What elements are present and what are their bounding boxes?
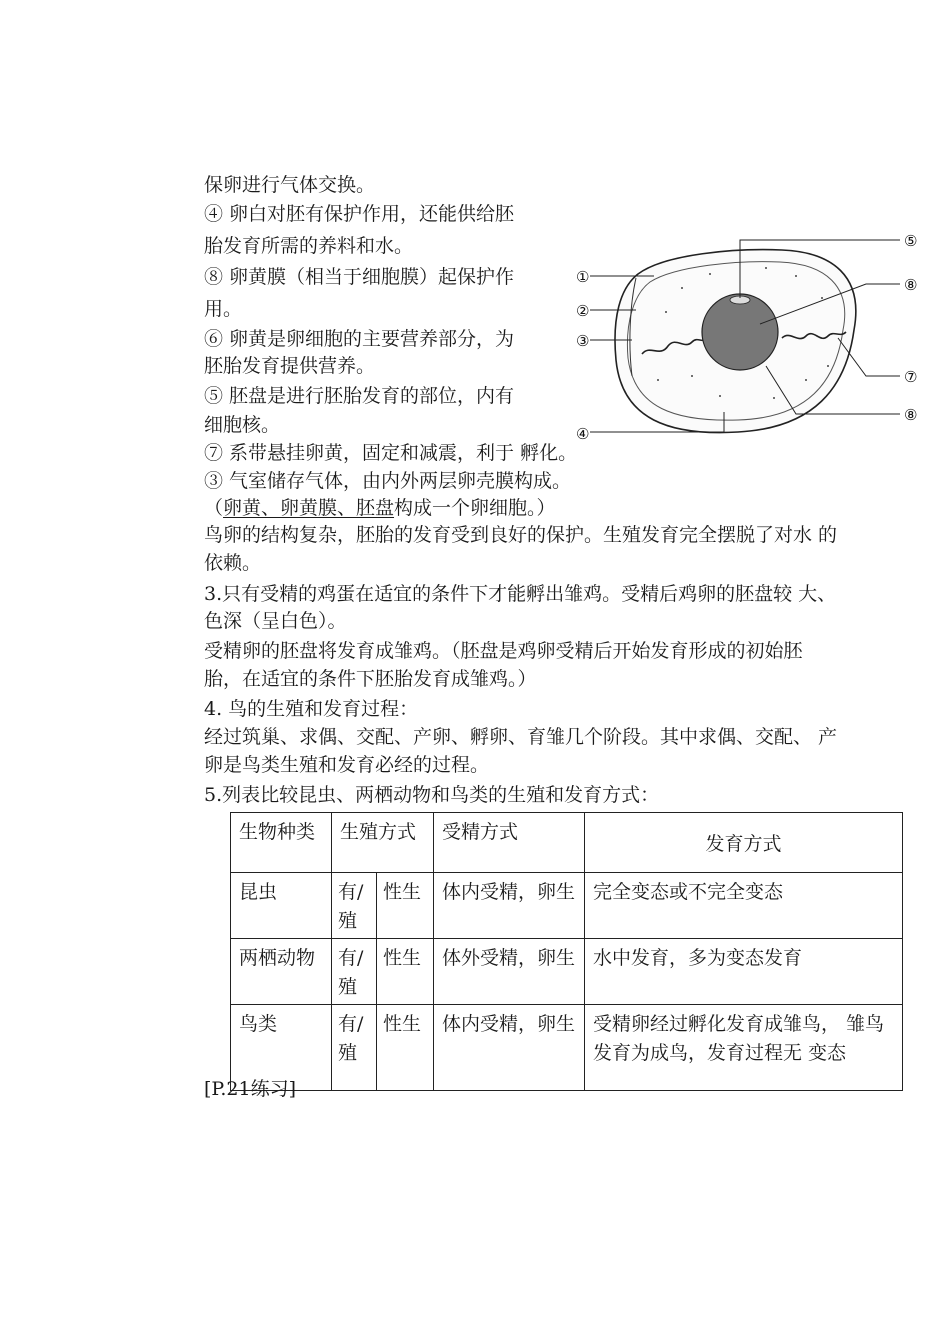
text-line: 用。 [204, 298, 243, 320]
paragraph-line: 经过筑巢、求偶、交配、产卵、孵卵、育雏几个阶段。其中求偶、交配、 产 [204, 726, 838, 748]
label-1: ① [576, 268, 590, 286]
text-line: ⑦ 系带悬挂卵黄，固定和减震，利于 孵化。 [204, 442, 578, 464]
comparison-table [230, 812, 903, 1091]
cell-mode-b: 性生 [377, 939, 434, 1005]
header-organism: 生物种类 [231, 813, 332, 873]
cell-development: 受精卵经过孵化发育成雏鸟， 雏鸟发育为成鸟，发育过程无 变态 [585, 1005, 903, 1091]
table-row [231, 939, 903, 1005]
label-4: ④ [576, 425, 590, 440]
paragraph-line: 依赖。 [204, 552, 262, 574]
header-fertilization: 受精方式 [434, 813, 585, 873]
note-underlined: 卵黄、卵黄膜、胚盘 [223, 497, 395, 519]
text-line: 保卵进行气体交换。 [204, 174, 376, 196]
cell-development: 水中发育，多为变态发育 [585, 939, 903, 1005]
paragraph-line: 卵是鸟类生殖和发育必经的过程。 [204, 754, 490, 776]
label-2: ② [576, 302, 590, 320]
table-header-row [231, 813, 903, 873]
paragraph-line: 5.列表比较昆虫、两栖动物和鸟类的生殖和发育方式： [204, 784, 660, 806]
label-8: ⑧ [904, 406, 918, 424]
paragraph-line: 色深（呈白色）。 [204, 610, 347, 632]
cell-fertilization: 体外受精，卵生 [434, 939, 585, 1005]
text-line: ⑤ 胚盘是进行胚胎发育的部位，内有 [204, 385, 515, 407]
text-line: 细胞核。 [204, 414, 281, 436]
table-row [231, 1005, 903, 1091]
header-reproduction: 生殖方式 [332, 813, 434, 873]
label-3: ③ [576, 332, 590, 350]
text-line: ③ 气室储存气体，由内外两层卵壳膜构成。 [204, 470, 572, 492]
text-line: ⑧ 卵黄膜（相当于细胞膜）起保护作 [204, 266, 515, 288]
text-line: ⑥ 卵黄是卵细胞的主要营养部分，为 [204, 328, 515, 350]
paragraph-line: 鸟卵的结构复杂，胚胎的发育受到良好的保护。生殖发育完全摆脱了对水 的 [204, 524, 838, 546]
header-development: 发育方式 [585, 813, 903, 873]
label-7: ⑦ [904, 368, 918, 386]
cell-fertilization: 体内受精，卵生 [434, 1005, 585, 1091]
egg-structure-diagram [570, 226, 932, 440]
cell-mode-b: 性生 [377, 873, 434, 939]
cell-mode-a: 有/殖 [332, 1005, 377, 1091]
text-line: 胚胎发育提供营养。 [204, 355, 376, 377]
note-rest: 构成一个卵细胞。） [394, 497, 556, 519]
paragraph-line: 胎，在适宜的条件下胚胎发育成雏鸡。） [204, 668, 537, 690]
paragraph-line: 4. 鸟的生殖和发育过程： [204, 698, 419, 720]
yolk [702, 294, 778, 370]
paragraph-line: 受精卵的胚盘将发育成雏鸡。（胚盘是鸡卵受精后开始发育形成的初始胚 [204, 640, 803, 662]
cell-name: 昆虫 [231, 873, 332, 939]
egg-cell-note [204, 499, 556, 518]
text-line: ④ 卵白对胚有保护作用，还能供给胚 [204, 203, 515, 225]
footer-exercise-ref: [P.21练习] [204, 1078, 296, 1100]
cell-mode-a: 有/殖 [332, 873, 377, 939]
label-5: ⑤ [904, 232, 918, 250]
text-line: 胎发育所需的养料和水。 [204, 235, 414, 257]
cell-fertilization: 体内受精，卵生 [434, 873, 585, 939]
cell-name: 鸟类 [231, 1005, 332, 1091]
cell-mode-a: 有/殖 [332, 939, 377, 1005]
label-6: ⑧ [904, 276, 918, 294]
note-open: （ [204, 497, 224, 519]
cell-development: 完全变态或不完全变态 [585, 873, 903, 939]
cell-mode-b: 性生 [377, 1005, 434, 1091]
cell-name: 两栖动物 [231, 939, 332, 1005]
table-row [231, 873, 903, 939]
paragraph-line: 3.只有受精的鸡蛋在适宜的条件下才能孵出雏鸡。受精后鸡卵的胚盘较 大、 [204, 583, 837, 605]
